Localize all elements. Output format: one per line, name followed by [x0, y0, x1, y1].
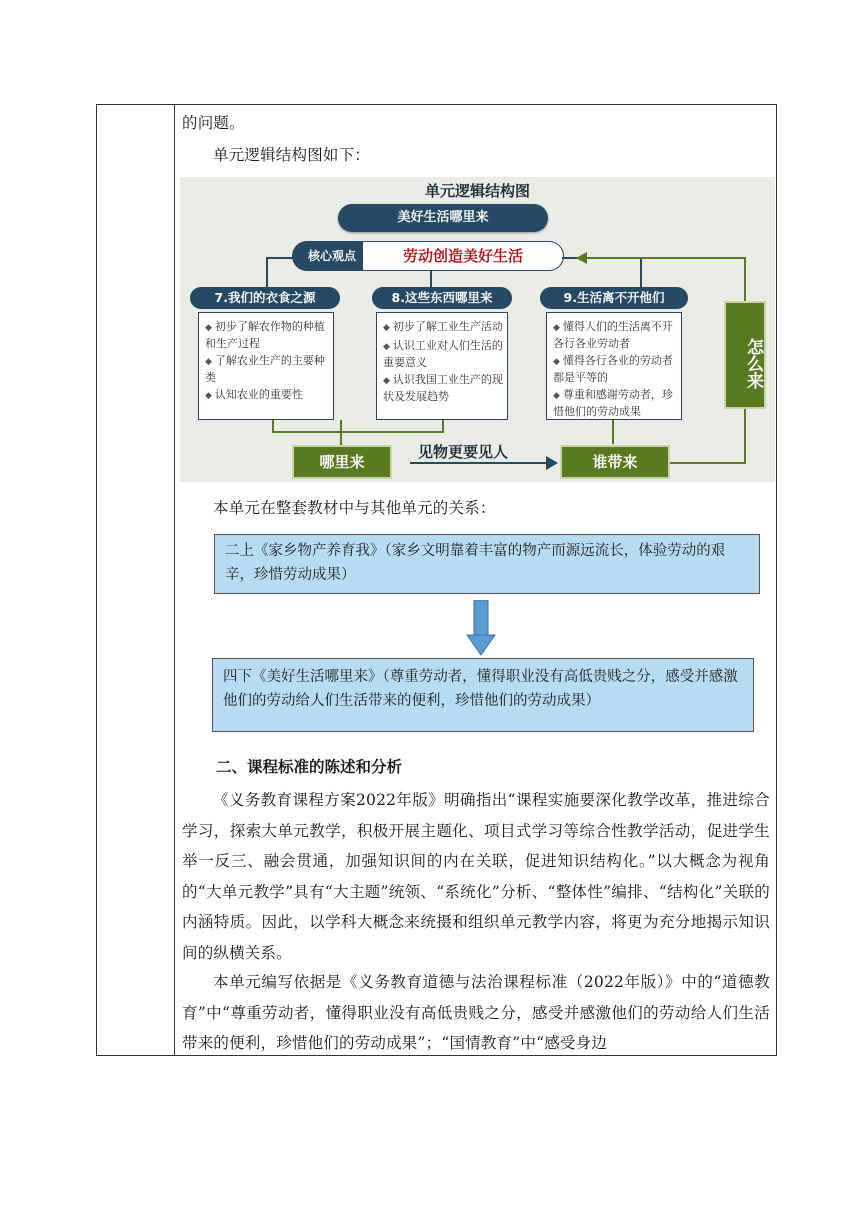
feedback-line	[744, 409, 746, 464]
section-9-head: 9.生活离不开他们	[540, 287, 688, 309]
section-7-box	[198, 312, 334, 420]
structure-intro: 单元逻辑结构图如下：	[213, 146, 371, 164]
section-item: ◆ 初步了解农作物的种植和生产过程	[205, 320, 325, 350]
connector-line	[266, 257, 268, 287]
diagram-slogan: 见物更要见人	[418, 443, 509, 461]
slogan-arrow-line	[410, 462, 550, 464]
diamond-bullet-icon: ◆	[383, 376, 390, 386]
relation-box-previous: 二上《家乡物产养育我》（家乡文明靠着丰富的物产而源远流长，体验劳动的艰辛，珍惜劳动成果）	[214, 534, 760, 594]
flow-line	[342, 431, 444, 433]
paragraph-curriculum-standard: 本单元编写依据是《义务教育道德与法治课程标准（2022年版）》中的“道德教育”中“尊重劳动者，懂得职业没有高低贵贱之分，感受并感激他们的劳动给人们生活带来的便利，珍惜他们的劳动成果”；“国情教育”中“感受身边	[182, 973, 770, 1052]
section-7-head: 7.我们的衣食之源	[190, 287, 340, 309]
section-item: ◆ 懂得人们的生活离不开各行各业劳动者	[553, 320, 673, 350]
core-label: 核心观点	[292, 241, 372, 271]
feedback-line	[586, 257, 746, 259]
box-who-brings: 谁带来	[560, 445, 670, 479]
relation-intro: 本单元在整套教材中与其他单元的关系：	[213, 499, 496, 517]
flow-line	[340, 420, 342, 448]
core-text: 劳动创造美好生活	[362, 241, 564, 271]
connector-line	[430, 271, 432, 287]
relation-box-current: 四下《美好生活哪里来》（尊重劳动者，懂得职业没有高低贵贱之分，感受并感激他们的劳动给人们生活带来的便利，珍惜他们的劳动成果）	[212, 658, 754, 732]
flow-line	[272, 431, 342, 433]
diagram-top-pill: 美好生活哪里来	[338, 204, 548, 232]
arrow-left-icon	[576, 252, 587, 264]
connector-line	[266, 257, 296, 259]
section-heading: 二、课程标准的陈述和分析	[216, 757, 403, 776]
paragraph-course-plan: 《义务教育课程方案2022年版》明确指出“课程实施要深化教学改革，推进综合学习，探索大单元教学，积极开展主题化、项目式学习等综合性教学活动，促进学生举一反三、融会贯通，加强知识间的内在关联，促进知识结构化。”以大概念为视角的“大单元教学”具有“大主题”统领、“系统化”分析、“整体性”编排、“结构化”关联的内涵特质。因此，以学科大概念来统摄和组织单元教学内容，将更为充分地揭示知识间的纵横关系。	[182, 791, 770, 962]
section-item: ◆ 初步了解工业生产活动	[383, 320, 503, 333]
section-8-head: 8.这些东西哪里来	[372, 287, 512, 309]
diagram-title: 单元逻辑结构图	[424, 182, 530, 200]
diamond-bullet-icon: ◆	[205, 391, 212, 401]
section-item: ◆ 尊重和感谢劳动者，珍惜他们的劳动成果	[553, 388, 673, 418]
intro-line: 的问题。	[182, 114, 245, 132]
box-how-comes: 怎么来	[724, 301, 766, 409]
arrow-right-icon	[546, 456, 558, 470]
diamond-bullet-icon: ◆	[205, 323, 212, 333]
section-item: ◆ 懂得各行各业的劳动者都是平等的	[553, 354, 673, 384]
section-8-box	[376, 312, 508, 420]
connector-line	[640, 257, 642, 287]
feedback-line	[744, 257, 746, 301]
section-item: ◆ 认识我国工业生产的现状及发展趋势	[383, 373, 503, 403]
unit-structure-diagram	[180, 177, 775, 482]
section-9-box	[546, 312, 682, 420]
box-where-from: 哪里来	[292, 445, 392, 479]
section-item: ◆ 认知农业的重要性	[205, 388, 303, 401]
feedback-line	[670, 462, 746, 464]
diamond-bullet-icon: ◆	[553, 391, 560, 401]
section-item: ◆ 认识工业对人们生活的重要意义	[383, 339, 503, 369]
diamond-bullet-icon: ◆	[383, 342, 390, 352]
diamond-bullet-icon: ◆	[383, 323, 390, 333]
table-column-divider	[174, 104, 175, 1056]
diamond-bullet-icon: ◆	[553, 323, 560, 333]
diamond-bullet-icon: ◆	[205, 357, 212, 367]
section-item: ◆ 了解农业生产的主要种类	[205, 354, 325, 384]
flow-line	[612, 420, 614, 444]
arrow-down-icon	[466, 600, 496, 656]
diamond-bullet-icon: ◆	[553, 357, 560, 367]
